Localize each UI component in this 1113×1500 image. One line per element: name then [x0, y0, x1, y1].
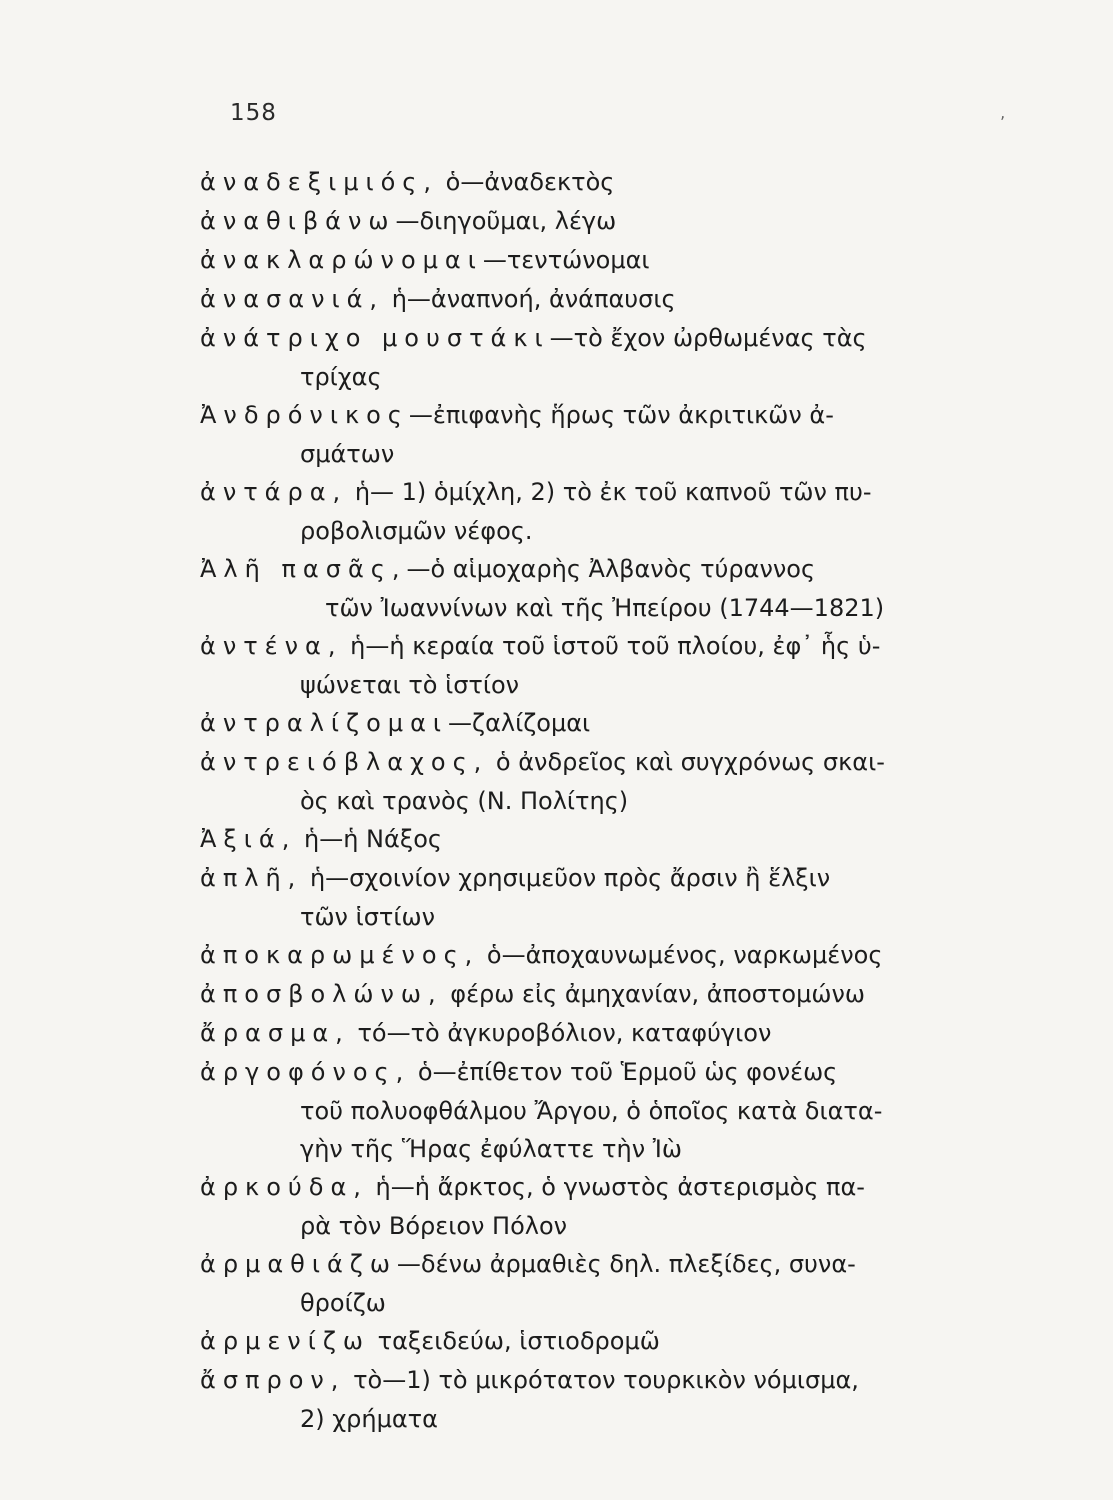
entry-headword: ἀργοφόνος,: [200, 1058, 411, 1086]
entry-continuation: σμάτων: [300, 440, 395, 468]
entry-continuation: τῶν Ἰωαννίνων καὶ τῆς Ἠπείρου (1744—1821): [325, 594, 885, 622]
entry-headword: ἀρμενίζω: [200, 1327, 370, 1355]
entry-definition: —ὁ αἱμοχαρὴς Ἀλβανὸς τύραννος: [406, 555, 816, 583]
glossary-entry: [200, 1361, 1020, 1438]
entry-headword: ἀνακλαρώνομαι: [200, 246, 483, 274]
entry-definition: ἡ—ἀναπνοή, ἀνάπαυσις: [384, 285, 676, 313]
glossary-entry: [200, 396, 1020, 473]
glossary-entries: [200, 163, 1020, 1438]
entry-definition: ὁ ἀνδρεῖος καὶ συγχρόνως σκαι-: [488, 748, 885, 776]
entry-definition: ἡ—ἡ Νάξος: [296, 825, 442, 853]
entry-headword: ἀντένα,: [200, 632, 343, 660]
entry-headword: ἀρμαθιάζω: [200, 1250, 397, 1278]
entry-headword: ἀνάτριχο μουστάκι: [200, 324, 550, 352]
glossary-entry: [200, 550, 1020, 627]
entry-continuation: τοῦ πολυοφθάλμου Ἄργου, ὁ ὁποῖος κατὰ διατα-: [300, 1097, 883, 1125]
entry-headword: ἀντραλίζομαι: [200, 709, 449, 737]
entry-definition: —τεντώνομαι: [482, 246, 650, 274]
entry-headword: ἀνασανιά,: [200, 285, 385, 313]
glossary-entry: [200, 1322, 1020, 1361]
entry-definition: —δένω ἀρμαθιὲς δηλ. πλεξίδες, συνα-: [396, 1250, 856, 1278]
entry-definition: ταξειδεύω, ἱστιοδρομῶ: [369, 1327, 660, 1355]
entry-definition: τὸ—1) τὸ μικρότατον τουρκικὸν νόμισμα,: [345, 1366, 859, 1394]
entry-headword: ἀντρειόβλαχος,: [200, 748, 489, 776]
entry-headword: ἀποκαρωμένος,: [200, 941, 480, 969]
entry-definition: ἡ—ἡ κεραία τοῦ ἱστοῦ τοῦ πλοίου, ἐφ᾿ ἧς ὑ-: [342, 632, 881, 660]
entry-definition: —διηγοῦμαι, λέγω: [395, 207, 617, 235]
glossary-entry: [200, 859, 1020, 936]
page-number: 158: [230, 100, 277, 126]
entry-continuation: ψώνεται τὸ ἱστίον: [300, 671, 520, 699]
glossary-entry: [200, 280, 1020, 319]
glossary-entry: [200, 743, 1020, 820]
entry-continuation: θροίζω: [300, 1289, 386, 1317]
entry-continuation: τῶν ἱστίων: [300, 903, 435, 931]
entry-headword: ἄσπρον,: [200, 1366, 346, 1394]
entry-continuation: γὴν τῆς Ἥρας ἐφύλαττε τὴν Ἰὼ: [300, 1135, 682, 1163]
glossary-entry: [200, 627, 1020, 704]
glossary-entry: [200, 704, 1020, 743]
glossary-entry: [200, 975, 1020, 1014]
glossary-entry: [200, 473, 1020, 550]
entry-headword: Ἀνδρόνικος: [200, 401, 409, 429]
glossary-entry: [200, 1245, 1020, 1322]
entry-continuation: ροβολισμῶν νέφος.: [300, 517, 533, 545]
entry-definition: ἡ— 1) ὁμίχλη, 2) τὸ ἐκ τοῦ καπνοῦ τῶν πυ-: [347, 478, 872, 506]
entry-headword: ἀπλῆ,: [200, 864, 303, 892]
entry-definition: ὁ—ἀναδεκτὸς: [438, 168, 615, 196]
entry-headword: ἀντάρα,: [200, 478, 348, 506]
glossary-entry: [200, 936, 1020, 975]
glossary-entry: [200, 202, 1020, 241]
glossary-entry: [200, 1014, 1020, 1053]
entry-continuation: τρίχας: [300, 363, 382, 391]
entry-headword: ἀναδεξιμιός,: [200, 168, 438, 196]
entry-continuation: ὸς καὶ τρανὸς (Ν. Πολίτης): [300, 787, 629, 815]
entry-definition: ὁ—ἀποχαυνωμένος, ναρκωμένος: [479, 941, 883, 969]
entry-definition: φέρω εἰς ἀμηχανίαν, ἀποστομώνω: [442, 980, 865, 1008]
glossary-entry: [200, 319, 1020, 396]
entry-headword: ἀποσβολώνω,: [200, 980, 443, 1008]
glossary-entry: [200, 241, 1020, 280]
entry-definition: ἡ—ἡ ἄρκτος, ὁ γνωστὸς ἀστερισμὸς πα-: [367, 1173, 865, 1201]
entry-continuation: 2) χρήματα: [300, 1405, 438, 1433]
entry-definition: —τὸ ἔχον ὠρθωμένας τὰς: [549, 324, 867, 352]
glossary-entry: [200, 820, 1020, 859]
entry-definition: ὁ—ἐπίθετον τοῦ Ἑρμοῦ ὡς φονέως: [410, 1058, 838, 1086]
corner-mark: ‚: [1000, 103, 1006, 122]
entry-headword: Ἀλῆ πασᾶς,: [200, 555, 407, 583]
glossary-entry: [200, 1053, 1020, 1168]
entry-definition: —ἐπιφανὴς ἥρως τῶν ἀκριτικῶν ἀ-: [408, 401, 834, 429]
glossary-entry: [200, 1168, 1020, 1245]
entry-headword: ἄρασμα,: [200, 1019, 350, 1047]
entry-definition: τό—τὸ ἀγκυροβόλιον, καταφύγιον: [349, 1019, 772, 1047]
entry-headword: ἀναθιβάνω: [200, 207, 396, 235]
glossary-entry: [200, 163, 1020, 202]
entry-headword: ἀρκούδα,: [200, 1173, 368, 1201]
entry-definition: ἡ—σχοινίον χρησιμεῦον πρὸς ἄρσιν ἢ ἕλξιν: [302, 864, 831, 892]
entry-headword: Ἀξιά,: [200, 825, 297, 853]
entry-definition: —ζαλίζομαι: [448, 709, 591, 737]
entry-continuation: ρὰ τὸν Βόρειον Πόλον: [300, 1212, 568, 1240]
